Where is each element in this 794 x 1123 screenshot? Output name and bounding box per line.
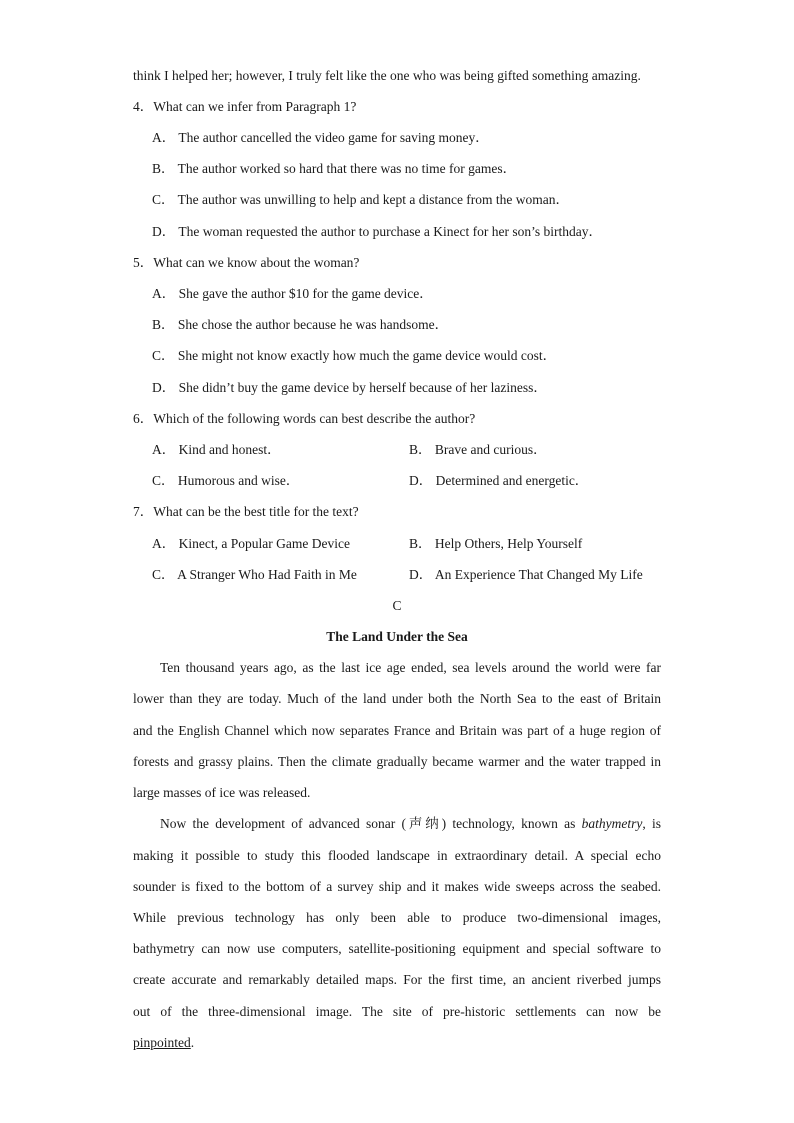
question-4-option-b: B． The author worked so hard that there was no time for games． (152, 161, 517, 176)
question-5-option-c: C． She might not know exactly how much the game device would cost． (152, 348, 557, 363)
paragraph-1-line-5: large masses of ice was released. (133, 785, 311, 800)
question-7-option-a: A． Kinect, a Popular Game Device (152, 536, 350, 551)
paragraph-1-line-1: Ten thousand years ago, as the last ice age ended, sea levels around the world were far (160, 660, 661, 675)
paragraph-2-line-1 (160, 815, 661, 833)
passage-title: The Land Under the Sea (326, 629, 468, 644)
question-4-option-a: A． The author cancelled the video game for saving money． (152, 130, 489, 145)
intro-line: think I helped her; however, I truly felt like the one who was being gifted something amazing. (133, 68, 641, 83)
paragraph-2-line-6: create accurate and remarkably detailed maps. For the first time, an ancient riverbed jumps (133, 972, 661, 987)
question-7-option-b: B． Help Others, Help Yourself (409, 536, 583, 551)
question-5-option-a: A． She gave the author $10 for the game device． (152, 286, 433, 301)
question-4-option-d: D． The woman requested the author to purchase a Kinect for her son’s birthday． (152, 224, 602, 239)
paragraph-2-line-8 (133, 1034, 661, 1052)
question-6-stem: 6．Which of the following words can best describe the author? (133, 411, 476, 426)
question-4-stem: 4．What can we infer from Paragraph 1? (133, 99, 357, 114)
question-6-option-d: D． Determined and energetic． (409, 473, 589, 488)
question-7-option-d: D． An Experience That Changed My Life (409, 567, 643, 582)
paragraph-2-text-before: Now the development of advanced sonar (声纳) technology, known as (160, 816, 582, 831)
paragraph-2-line-3: sounder is fixed to the bottom of a survey ship and it makes wide sweeps across the seabed. (133, 879, 661, 894)
section-label: C (392, 598, 402, 613)
paragraph-2-line-5: bathymetry can now use computers, satellite-positioning equipment and special software to (133, 941, 661, 956)
question-6-option-b: B． Brave and curious． (409, 442, 547, 457)
paragraph-1-line-3: and the English Channel which now separates France and Britain was part of a huge region of (133, 723, 661, 738)
term-bathymetry: bathymetry (581, 816, 643, 831)
question-7-option-c: C． A Stranger Who Had Faith in Me (152, 567, 357, 582)
question-5-stem: 5．What can we know about the woman? (133, 255, 360, 270)
paragraph-1-line-2: lower than they are today. Much of the land under both the North Sea to the east of Britain (133, 691, 661, 706)
question-6-option-c: C． Humorous and wise． (152, 473, 300, 488)
paragraph-2-line-4: While previous technology has only been able to produce two-dimensional images, (133, 910, 661, 925)
final-punctuation: . (190, 1035, 195, 1050)
question-6-option-a: A． Kind and honest． (152, 442, 281, 457)
paragraph-1-line-4: forests and grassy plains. Then the climate gradually became warmer and the water trapped in (133, 754, 661, 769)
question-5-option-b: B． She chose the author because he was handsome． (152, 317, 449, 332)
question-7-stem: 7．What can be the best title for the text? (133, 504, 359, 519)
paragraph-2-line-2: making it possible to study this flooded landscape in extraordinary detail. A special echo (133, 848, 661, 863)
paragraph-2-line-7: out of the three-dimensional image. The site of pre-historic settlements can now be (133, 1004, 661, 1019)
paragraph-2-text-after: , is (642, 816, 661, 831)
question-4-option-c: C． The author was unwilling to help and kept a distance from the woman． (152, 192, 570, 207)
question-5-option-d: D． She didn’t buy the game device by herself because of her laziness． (152, 380, 547, 395)
underlined-word-pinpointed: pinpointed (133, 1035, 191, 1050)
